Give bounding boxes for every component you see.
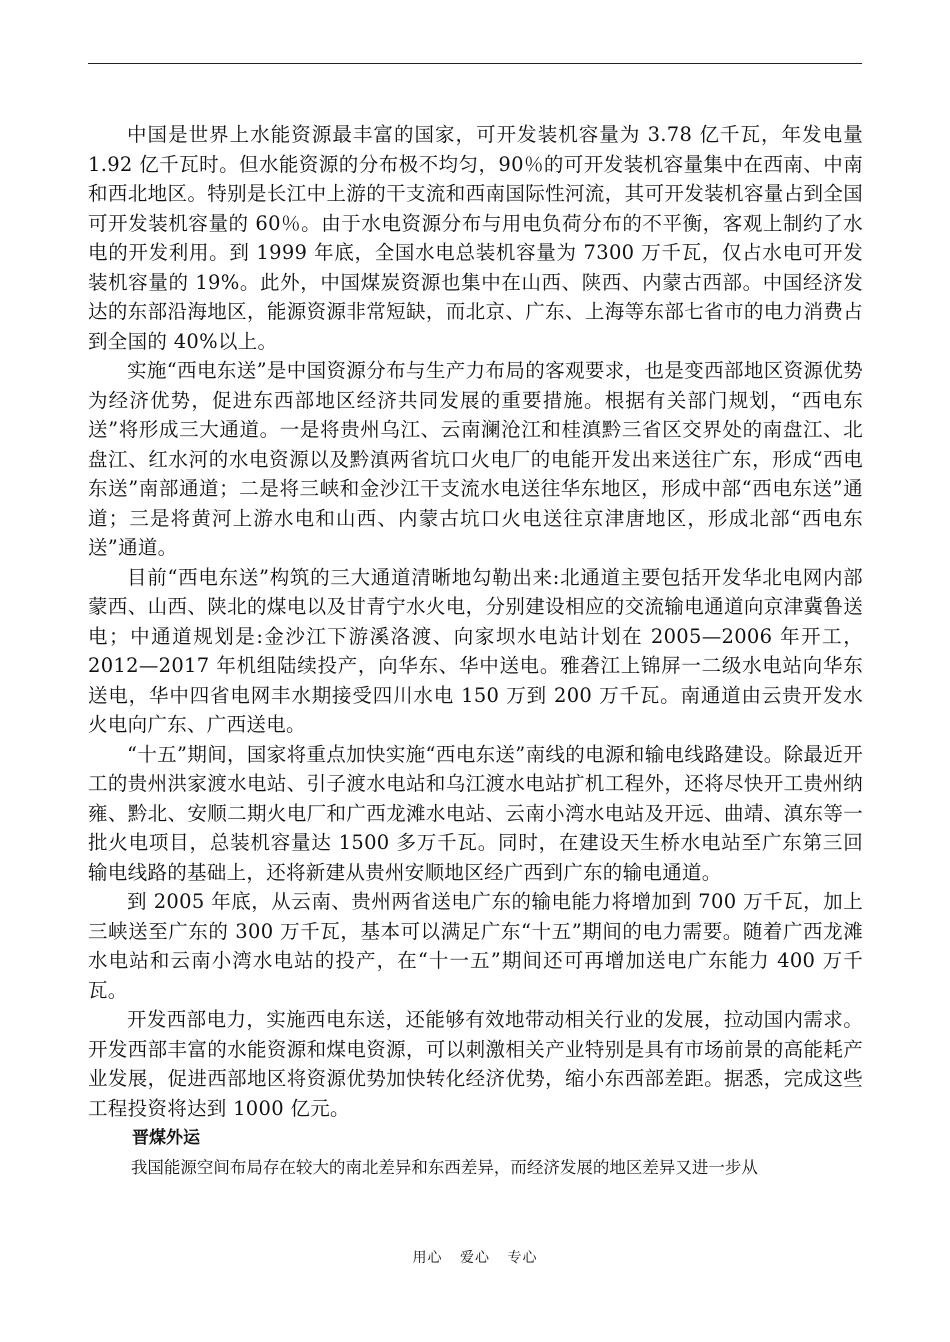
section-heading: 晋煤外运 [132,1128,200,1148]
paragraph-tenth-five-year: “十五”期间，国家将重点加快实施“西电东送”南线的电源和输电线路建设。除最近开工的贵州洪家渡水电站、引子渡水电站和乌江渡水电站扩机工程外，还将尽快开工贵州纳雍、黔北、安顺二期火电厂和广西龙滩水电站、云南小湾水电站及开远、曲靖、滇东等一批火电项目，总装机容量达 1500 多万千瓦。同时，在建设天生桥水电站至广东第三回输电线路的基础上，还将新建从贵州安顺地区经广西到广东的输电通道。 [88,742,863,884]
page-footer [0,1247,950,1267]
footer-word: 爱心 [460,1250,490,1266]
footer-word: 专心 [507,1250,538,1266]
footer-word: 用心 [412,1250,443,1266]
paragraph-west-east-power: 实施“西电东送”是中国资源分布与生产力布局的客观要求，也是变西部地区资源优势为经济优势，促进东西部地区经济共同发展的重要措施。根据有关部门规划，“西电东送”将形成三大通道。一是将贵州乌江、云南澜沧江和桂滇黔三省区交界处的南盘江、北盘江、红水河的水电资源以及黔滇两省坑口火电厂的电能开发出来送往广东，形成“西电东送”南部通道；二是将三峡和金沙江干支流水电送往华东地区，形成中部“西电东送”通道；三是将黄河上游水电和山西、内蒙古坑口火电送往京津唐地区，形成北部“西电东送”通道。 [88,359,863,559]
paragraph-2005-capacity: 到 2005 年底，从云南、贵州两省送电广东的输电能力将增加到 700 万千瓦，加上三峡送至广东的 300 万千瓦，基本可以满足广东“十五”期间的电力需要。随着广西龙滩水电站和云南小湾水电站的投产，在“十一五”期间还可再增加送电广东能力 400 万千瓦。 [88,890,863,1002]
paragraph-three-channels: 目前“西电东送”构筑的三大通道清晰地勾勒出来:北通道主要包括开发华北电网内部蒙西、山西、陕北的煤电以及甘青宁水火电，分别建设相应的交流输电通道向京津冀鲁送电；中通道规划是:金沙江下游溪洛渡、向家坝水电站计划在 2005—2006 年开工，2012—2017 年机组陆续投产，向华东、华中送电。雅砻江上锦屏一二级水电站向华东送电，华中四省电网丰水期接受四川水电 150 万到 200 万千瓦。南通道由云贵开发水火电向广东、广西送电。 [88,565,863,736]
section-text: 我国能源空间布局存在较大的南北差异和东西差异，而经济发展的地区差异又进一步从 [130,1158,758,1177]
header-rule [88,63,862,64]
document-body [88,120,863,1181]
paragraph-hydropower: 中国是世界上水能资源最丰富的国家，可开发装机容量为 3.78 亿千瓦，年发电量 1.92 亿千瓦时。但水能资源的分布极不均匀，90％的可开发装机容量集中在西南、中南和西北地区。特别是长江中上游的干支流和西南国际性河流，其可开发装机容量占到全国可开发装机容量的 60％。由于水电资源分布与用电负荷分布的不平衡，客观上制约了水电的开发利用。到 1999 年底，全国水电总装机容量为 7300 万千瓦，仅占水电可开发装机容量的 19%。此外，中国煤炭资源也集中在山西、陕西、内蒙古西部。中国经济发达的东部沿海地区，能源资源非常短缺，而北京、广东、上海等东部七省市的电力消费占到全国的 40%以上。 [88,123,863,353]
paragraph-western-development: 开发西部电力，实施西电东送，还能够有效地带动相关行业的发展，拉动国内需求。开发西部丰富的水能资源和煤电资源，可以刺激相关产业特别是具有市场前景的高能耗产业发展，促进西部地区将资源优势加快转化经济优势，缩小东西部差距。据悉，完成这些工程投资将达到 1000 亿元。 [88,1008,863,1120]
